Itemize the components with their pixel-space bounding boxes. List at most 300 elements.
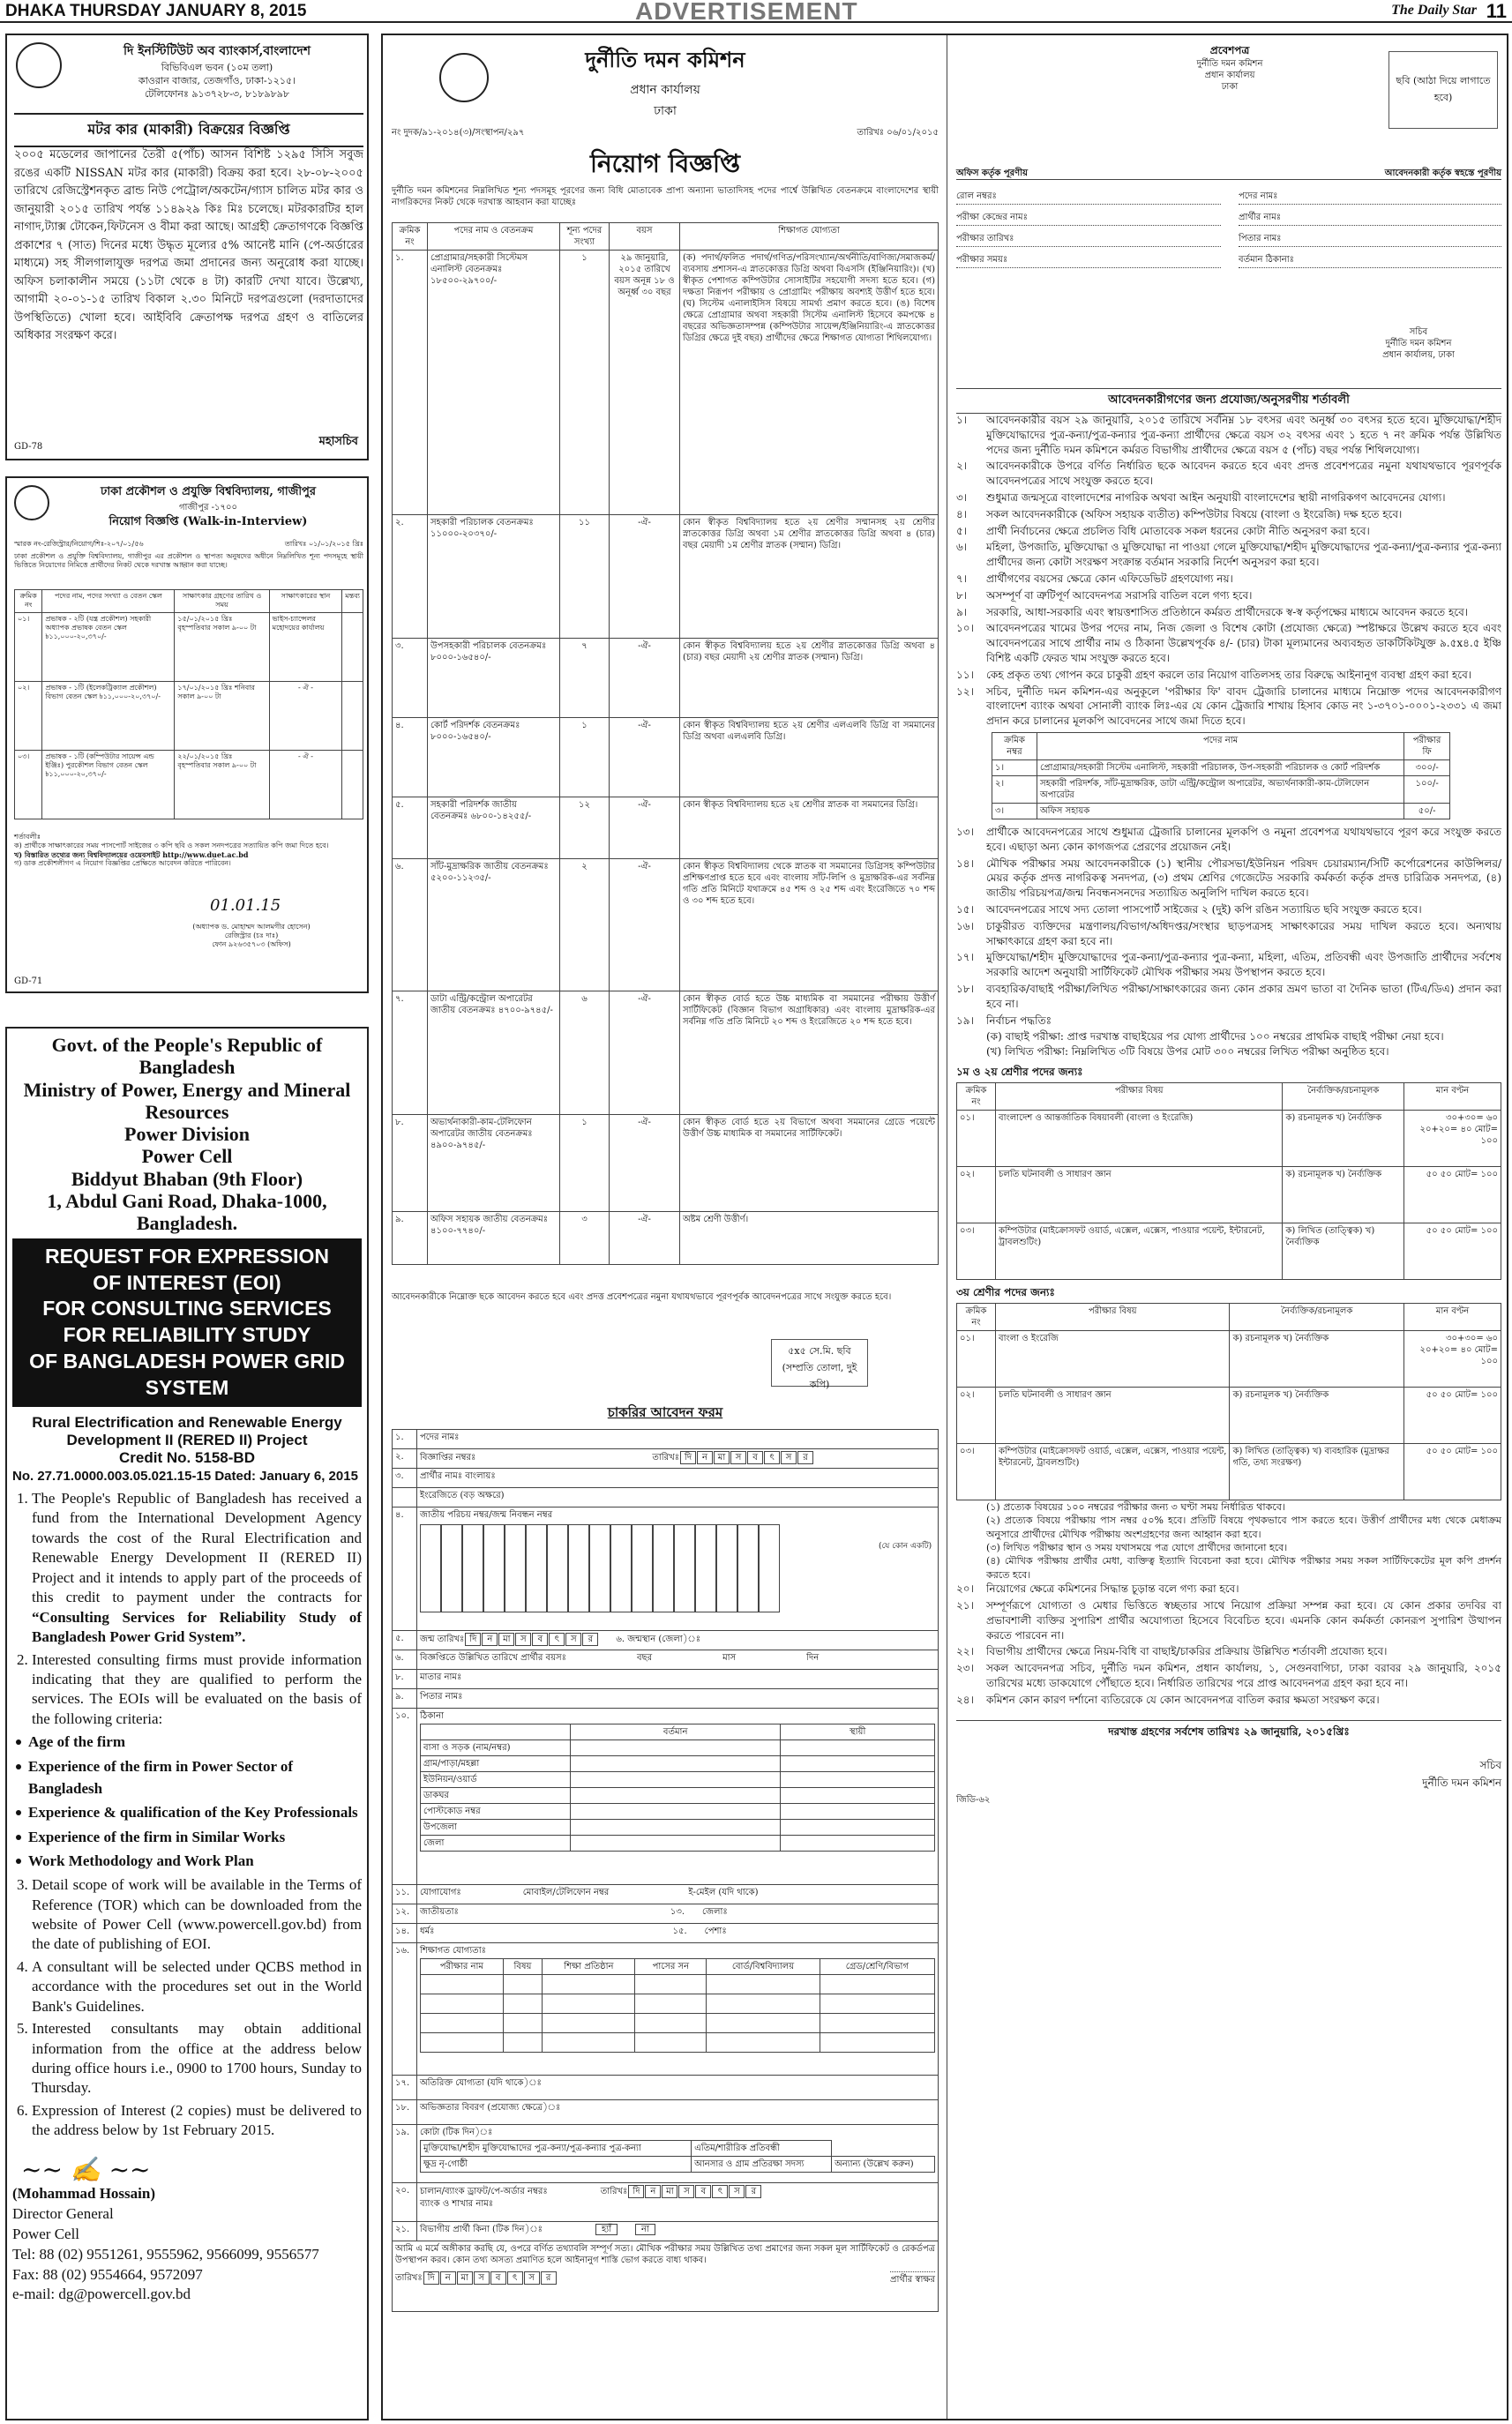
fee-cell: প্রোগ্রামার/সহকারী সিস্টেম এনালিস্ট, সহকারী পরিচালক, উপ-সহকারী পরিচালক ও কোর্ট পরিদর্শক (1037, 759, 1403, 775)
form-row (393, 1885, 939, 1904)
post-cell: ৫. (393, 797, 428, 859)
form-field[interactable] (417, 1689, 939, 1709)
exam-cell: ৩০+৩০= ৬০ ২০+২০= ৪০ মোট= ১০০ (1404, 1110, 1501, 1166)
condition-item (956, 605, 1501, 620)
date-box[interactable]: স (515, 1633, 531, 1646)
address-label: ডাকঘর (421, 1788, 571, 1804)
duet-code: GD-71 (14, 976, 43, 986)
pc-criterion: Experience of the firm in Power Sector of Bangladesh (28, 1756, 362, 1799)
exam-group-title: ৩য় শ্রেণীর পদের জন্যঃ (956, 1285, 1055, 1298)
date-box[interactable]: ৎ (764, 1451, 780, 1464)
form-field[interactable] (417, 1885, 939, 1904)
form-num: ১. (393, 1430, 417, 1449)
acc-col: শিক্ষাগত যোগ্যতা (680, 223, 939, 251)
exam-cell: বাংলাদেশ ও আন্তর্জাতিক বিষয়াবলী (বাংলা ও ইংরেজি) (996, 1110, 1283, 1166)
date-box[interactable]: ন (440, 2271, 456, 2285)
address-row[interactable] (421, 1772, 935, 1788)
address-row[interactable] (421, 1804, 935, 1820)
nid-box[interactable] (483, 1524, 505, 1612)
condition-item (956, 950, 1501, 980)
address-row[interactable] (421, 1756, 935, 1772)
condition-text: বিভাগীয় প্রার্থীদের ক্ষেত্রে নিয়ম-বিধি বা বাছাই/চাকরির প্রক্রিয়ায় উল্লিখিত শর্তাবলী প্রযোজ্য হবে। (986, 1645, 1388, 1658)
form-field[interactable] (417, 1449, 939, 1469)
condition-text: অসম্পূর্ণ বা ত্রুটিপূর্ণ আবেদনপত্র সরাসরি বাতিল বলে গণ্য হবে। (986, 588, 1253, 602)
yes-box[interactable]: হ্যাঁ (595, 2224, 618, 2235)
admit-sec: সচিব (1409, 327, 1428, 337)
form-label: বিজ্ঞাপ্তির নম্বরঃ (420, 1453, 476, 1463)
condition-text: আবেদনপত্রের খামের উপর পদের নাম, নিজ জেলা ও বিশেষ কোটা (প্রযোজ্য ক্ষেত্রে) স্পষ্টাক্ষরে উল্লেখ করতে হবে এবং আবেদনপত্রের সাথে প্রার্থীর নাম ও ঠিকানা উল্লেখপূর্বক ৪/- (চার) টাকা মূল্যমানের অব্যবহৃত ডাকটিকিটযুক্ত ৯.৫x৪.৫ ইঞ্চি বিশিষ্ট একটি ফেরত খাম সংযুক্ত করতে হবে। (986, 622, 1501, 664)
fee-cell: অফিস সহায়ক (1037, 803, 1403, 819)
post-cell: ১ (560, 251, 610, 515)
pc-address: 1, Abdul Gani Road, Dhaka-1000, Bangladesh. (47, 1190, 327, 1235)
form-row (393, 2100, 939, 2125)
pc-para-3: 3. Detail scope of work will be available in the Terms of Reference (TOR) which can be downloaded from the website of Power Cell (www.powercell.gov.bd) from the date of publishing of EOI. (32, 1875, 362, 1955)
date-box[interactable]: স (729, 2185, 745, 2198)
date-box[interactable]: স (730, 1451, 746, 1464)
duet-logo-icon (14, 485, 49, 520)
condition-num: ৭। (956, 572, 968, 585)
exam-cell: ০২। (957, 1387, 996, 1443)
date-box[interactable]: র (745, 2185, 761, 2198)
duet-table (14, 589, 363, 819)
nid-box[interactable] (589, 1524, 610, 1612)
form-field[interactable] (417, 2222, 939, 2241)
condition-text: নিয়োগের ক্ষেত্রে কমিশনের সিদ্ধান্ত চূড়ান্ত বলে গণ্য করা হবে। (986, 1582, 1239, 1596)
duet-cell: - ঐ - (269, 681, 342, 750)
form-field[interactable] (417, 1631, 939, 1650)
pc-bhaban: Biddyut Bhaban (9th Floor) (71, 1167, 303, 1190)
condition-text: মহিলা, উপজাতি, মুক্তিযোদ্ধা ও মুক্তিযোদ্ধা না পাওয়া গেলে মুক্তিযোদ্ধা/শহীদ মুক্তিযোদ্ধাদের পুত্র-কন্যা/পুত্র-কন্যার পুত্র-কন্যা প্রার্থীদের জন্য কোটা সংরক্ষণ সংক্রান্ত বর্তমান সরকারি নির্দেশ অনুসরণ করা হবে। (986, 541, 1501, 569)
eoi-line: FOR RELIABILITY STUDY (63, 1323, 311, 1347)
pc-email: e-mail: dg@powercell.gov.bd (12, 2286, 191, 2303)
post-row (393, 639, 939, 718)
fee-cell: ১০০/- (1404, 775, 1450, 803)
form-date-label: তারিখঃ (652, 1453, 680, 1463)
fee-row (992, 759, 1450, 775)
address-label: গ্রাম/পাড়া/মহল্লা (421, 1756, 571, 1772)
date-box[interactable]: মা (498, 1633, 514, 1646)
quota-option[interactable]: ক্ষুদ্র নৃ-গোষ্ঠী (421, 2157, 692, 2173)
pc-criterion: Experience of the firm in Similar Works (28, 1827, 362, 1849)
form-num: ১৭. (393, 2076, 417, 2100)
acc-left-column (383, 35, 947, 2420)
form-label: পিতার নামঃ (420, 1692, 463, 1702)
form-row (393, 1469, 939, 1488)
nid-box[interactable] (759, 1524, 780, 1612)
fee-cell: সহকারী পরিদর্শক, সাঁট-মুদ্রাক্ষরিক, ডাটা এন্ট্রি/কন্ট্রোল অপারেটর, অভ্যর্থনাকারী-কাম-টেলিফোন অপারেটর (1037, 775, 1403, 803)
form-label: যোগাযোগঃ (420, 1888, 461, 1897)
form-num: ৩. (393, 1469, 417, 1488)
pc-criterion: Experience & qualification of the Key Professionals (28, 1802, 362, 1824)
pc-para-5: 5. Interested consultants may obtain additional information from the office at the address below during office hours i.e., 0900 to 1700 hours, Sunday to Thursday. (32, 2019, 362, 2099)
duet-cell (342, 681, 363, 750)
address-label: জেলা (421, 1836, 571, 1852)
condition-num: ২৩। (956, 1662, 974, 1675)
condition-text: নির্বাচন পদ্ধতিঃ (986, 1014, 1052, 1027)
nid-box[interactable] (674, 1524, 695, 1612)
duet-note: গ) ডাক প্রকৌশলীগণ এ নিয়োগ বিজ্ঞপ্তির প্রেক্ষিতে আবেদন করিতে পারিবেন। (14, 859, 231, 867)
duet-signature: 01.01.15 (210, 896, 281, 915)
address-row[interactable] (421, 1788, 935, 1804)
acc-col: ক্রমিক নং (393, 223, 428, 251)
form-table (392, 1429, 939, 2312)
eoi-line: OF INTEREST (EOI) (93, 1270, 281, 1294)
form-field[interactable] (417, 2076, 939, 2100)
admit-field[interactable] (1239, 191, 1501, 205)
ibb-title: দি ইনস্টিটিউট অব ব্যাংকার্স,বাংলাদেশ (124, 44, 311, 58)
admit-field[interactable] (956, 233, 1221, 247)
selection-step: (খ) লিখিত পরীক্ষা: নিম্নলিখিত ৩টি বিষয়ে উপর মোট ৩০০ নম্বরের লিখিত পরীক্ষা অনুষ্ঠিত হবে। (986, 1045, 1389, 1059)
pc-para-1-bold: “Consulting Services for Reliability Study of Bangladesh Power Grid System”. (32, 1608, 362, 1646)
condition-text: কেহ প্রকৃত তথ্য গোপন করে চাকুরী গ্রহণ করলে তার নিয়োগ বাতিলসহ তার বিরুদ্ধে আইনানুগ ব্যবস্থা গ্রহণ করা হবে। (986, 668, 1472, 681)
post-cell: কোন স্বীকৃত বোর্ড হতে ২য় বিভাগে অথবা সমমানের গ্রেডে পয়েন্টে উত্তীর্ণ উচ্চ মাধ্যমিক বা সমমানের সার্টিফিকেট। (680, 1115, 939, 1212)
form-field[interactable] (417, 2100, 939, 2125)
form-num: ৪. (393, 1508, 417, 1631)
post-cell: অভ্যর্থনাকারী-কাম-টেলিফোন অপারেটর জাতীয় বেতনক্রমঃ ৪৯০০-৯৭৪৫/- (428, 1115, 560, 1212)
acc-title: দুর্নীতি দমন কমিশন (585, 47, 745, 72)
address-row[interactable] (421, 1820, 935, 1836)
form-field[interactable] (417, 1943, 939, 2076)
form-label: জন্ম তারিখঃ (420, 1635, 465, 1644)
exam-table (956, 1082, 1501, 1280)
date-box[interactable]: মা (714, 1451, 730, 1464)
post-cell: ৩ (560, 1212, 610, 1265)
post-cell: ৬. (393, 859, 428, 991)
date-box[interactable]: ন (482, 1633, 498, 1646)
post-cell: ১১ (560, 515, 610, 639)
nid-box[interactable] (547, 1524, 568, 1612)
condition-num: ১৯। (956, 1014, 974, 1027)
form-row (393, 1943, 939, 2076)
date-box[interactable]: দি (423, 2271, 439, 2285)
cond-title: আবেদনকারীগণের জন্য প্রযোজ্য/অনুসরণীয় শর্তাবলী (956, 388, 1501, 414)
post-cell: ২ (560, 859, 610, 991)
pc-ref-no: No. 27.71.0000.003.05.021.15-15 Dated: January 6, 2015 (12, 1469, 358, 1485)
nid-box[interactable] (632, 1524, 653, 1612)
acc-logo-icon (439, 53, 489, 102)
education-row[interactable] (421, 1975, 935, 1994)
admit-label: পদের নামঃ (1239, 191, 1278, 201)
form-date-label: তারিখঃ (600, 2187, 628, 2196)
date-box[interactable]: ন (645, 2185, 661, 2198)
eoi-banner (12, 1238, 362, 1407)
date-box[interactable]: স (524, 2271, 540, 2285)
signature-label: প্রার্থীর স্বাক্ষর (890, 2271, 935, 2286)
form-field[interactable] (417, 1904, 939, 1924)
fee-cell: ৩০০/- (1404, 759, 1450, 775)
education-col: বিষয় (503, 1959, 543, 1975)
date-box[interactable]: ৎ (549, 1633, 565, 1646)
condition-num: ২২। (956, 1645, 974, 1658)
nid-box[interactable] (420, 1524, 441, 1612)
condition-text: সচিব, দুর্নীতি দমন কমিশন-এর অনুকূলে 'পরীক্ষার ফি' বাবদ ট্রেজারি চালানের মাধ্যমে নিম্নোক্ত পদের আবেদনকারীগণ বাংলাদেশ ব্যাংক অথবা সোনালী ব্যাংক লিঃ-এর যে কোন ট্রেজারি শাখায় হিসাব কোড নং ১-৩৭০১-০০০১-২৩৩১ এ জমা প্রদান করে চালানের মূলকপি আবেদনের সাথে জমা দিতে হবে। (986, 685, 1501, 728)
quota-option[interactable]: এতিম/শারীরিক প্রতিবন্ধী (692, 2141, 832, 2157)
form-field[interactable] (417, 1650, 939, 1670)
date-box[interactable]: দি (680, 1451, 696, 1464)
date-box[interactable]: ব (490, 2271, 506, 2285)
exam-row (957, 1223, 1501, 1279)
condition-num: ৩। (956, 490, 968, 504)
date-box[interactable]: ৎ (507, 2271, 523, 2285)
form-label: প্রার্থীর নামঃ বাংলায়ঃ (420, 1471, 496, 1481)
form-field[interactable] (417, 2183, 939, 2222)
duet-signer: (অধ্যাপক ড. মোহাম্মদ আলমগীর হোসেন) (192, 923, 311, 931)
date-box[interactable]: দি (628, 2185, 644, 2198)
quota-option[interactable]: অন্যান্য (উল্লেখ করুন) (832, 2157, 935, 2173)
date-box[interactable]: মা (457, 2271, 473, 2285)
date-box[interactable]: মা (662, 2185, 677, 2198)
form-label: বিজ্ঞপ্তিতে উল্লিখিত তারিখে প্রার্থীর বয়সঃ (420, 1653, 566, 1663)
nid-box[interactable] (505, 1524, 526, 1612)
admit-field[interactable] (956, 191, 1221, 205)
duet-col: পদের নাম, পদের সংখ্যা ও বেতন স্কেল (42, 590, 175, 613)
condition-item (956, 919, 1501, 949)
date-box[interactable]: ব (747, 1451, 763, 1464)
education-row[interactable] (421, 2033, 935, 2053)
form-field[interactable] (417, 2125, 939, 2183)
exam-cell: ৩০+৩০= ৬০ ২০+২০= ৪০ মোট= ১০০ (1404, 1330, 1501, 1387)
education-col: পাসের সন (635, 1959, 707, 1975)
education-col: বোর্ড/বিশ্ববিদ্যালয় (707, 1959, 820, 1975)
ibb-line: বিভিবিএল ভবন (১০ম তলা) (161, 62, 273, 73)
duet-cell: - ঐ - (269, 750, 342, 819)
duet-note: ক) প্রার্থীকে সাক্ষাৎকারের সময় পাসপোর্ট সাইজের ৩ কপি ছবি ও সকল সনদপত্রের সত্যায়িত কপি জমা দিতে হবে। (14, 842, 329, 849)
prof-no: ১৫. (672, 1926, 687, 1936)
fee-col: ক্রমিক নম্বর (992, 732, 1037, 759)
exam-cell: ৫০ ৫০ মোট= ১০০ (1404, 1387, 1501, 1443)
exam-cell: চলতি ঘটনাবলী ও সাধারণ জ্ঞান (996, 1166, 1283, 1223)
education-col: গ্রেড/শ্রেণি/বিভাগ (820, 1959, 934, 1975)
condition-num: ৮। (956, 588, 968, 602)
condition-num: ১১। (956, 668, 974, 681)
nid-box[interactable] (568, 1524, 589, 1612)
post-cell: কোন স্বীকৃত বোর্ড হতে উচ্চ মাধ্যমিক বা সমমানের পরীক্ষায় উত্তীর্ণ সার্টিফিকেট (বিজ্ঞান বিভাগ অগ্রাধিকার) এবং বাংলায় মুদ্রাক্ষরিক-এর সর্বনিম্ন গতি প্রতি মিনিটে ২০ শব্দ ও ইংরেজিতে ২০ শব্দ হতে হবে। (680, 991, 939, 1115)
declaration-row (393, 2241, 939, 2312)
pc-ministry: Ministry of Power, Energy and Mineral Resources (23, 1078, 351, 1123)
admit-right (1239, 191, 1501, 275)
pc-signature-icon: ~~ ✍ ~~ (21, 2154, 151, 2184)
form-field[interactable] (417, 1924, 939, 1943)
date-box[interactable]: স (565, 1633, 581, 1646)
form-num: ২. (393, 1449, 417, 1469)
form-field[interactable] (417, 1430, 939, 1449)
condition-num: ১২। (956, 685, 974, 698)
post-cell: সহকারী পরিদর্শক জাতীয় বেতনক্রমঃ ৬৮০০-১৪২৫৫/- (428, 797, 560, 859)
date-box[interactable]: ৎ (712, 2185, 728, 2198)
duet-ad (5, 476, 369, 993)
form-num: ২০. (393, 2183, 417, 2222)
post-cell: ২. (393, 515, 428, 639)
form-field[interactable] (417, 1488, 939, 1508)
ibb-line: টেলিফোনঃ ৯১৩৭২৮-৩, ৮১৮৯৮৯৮ (144, 87, 290, 100)
form-num: ১৮. (393, 2100, 417, 2125)
condition-item (956, 1693, 1501, 1708)
acc-date: তারিখঃ ০৬/০১/২০১৫ (857, 128, 939, 138)
condition-text: সম্পূর্ণরূপে যোগ্যতা ও মেধার ভিত্তিতে স্বচ্ছতার সাথে নিয়োগ প্রক্রিয়া সম্পন্ন করা হবে। যে কোন প্রকার তদবির বা প্রভাবশালী ব্যক্তির সুপারিশ প্রার্থীর অযোগ্যতা হিসেবে বিবেচিত হবে। এমনকি কোন কর্মকর্তা কোনরূপ সুপারিশ উত্থাপন করতে পারবেন না। (986, 1599, 1501, 1642)
duet-cell: ১৫/০১/২০১৫ খ্রিঃ বৃহস্পতিবার সকাল ৯-০০ টা (175, 612, 269, 681)
exam-row (957, 1443, 1501, 1500)
duet-cell: প্রভাষক - ২টি (যন্ত্র প্রকৌশল) সহকারী অধ্যাপক প্রভাষক বেতন স্কেল ৳১১,০০০-২০,৩৭০/- (42, 612, 175, 681)
post-row (393, 991, 939, 1115)
condition-item (956, 902, 1501, 917)
form-label: অতিরিক্ত যোগ্যতা (যদি থাকে)ঃ (420, 2078, 542, 2088)
age-yr: বছর (636, 1653, 653, 1663)
condition-item (956, 1598, 1501, 1642)
date-box[interactable]: দি (465, 1633, 481, 1646)
post-cell: ১ (560, 718, 610, 797)
no-box[interactable]: না (635, 2224, 655, 2235)
nid-box[interactable] (441, 1524, 462, 1612)
nid-box[interactable] (653, 1524, 674, 1612)
post-cell: সহকারী পরিচালক বেতনক্রমঃ ১১০০০-২০৩৭০/- (428, 515, 560, 639)
profession-label: পেশাঃ (704, 1926, 727, 1936)
nid-box[interactable] (716, 1524, 737, 1612)
form-label: বিভাগীয় প্রার্থী কিনা (টিক দিন)ঃ (420, 2225, 543, 2234)
exam-cell: ০১। (957, 1110, 996, 1166)
exam-group-title: ১ম ও ২য় শ্রেণীর পদের জন্যঃ (956, 1065, 1083, 1078)
admit-field[interactable] (1239, 212, 1501, 226)
duet-note: শর্তাবলীঃ (14, 833, 41, 841)
condition-num: ১৭। (956, 951, 974, 964)
admit-field[interactable] (1239, 233, 1501, 247)
exam-col: মান বণ্টন (1404, 1082, 1501, 1110)
post-cell: -ঐ- (610, 515, 680, 639)
condition-item (956, 524, 1501, 539)
post-row (393, 1115, 939, 1212)
ibb-line: কাওরান বাজার, তেজগাঁও, ঢাকা-১২১৫। (138, 74, 296, 86)
date-box[interactable]: র (582, 1633, 598, 1646)
post-row (393, 251, 939, 515)
exam-col: পরীক্ষার বিষয় (996, 1082, 1283, 1110)
duet-memo: স্মারক নং-রেজিস্ট্রার/নিয়োগ/শিঃ-২০৭/০১/৫৬ (14, 540, 144, 548)
exam-cell: কম্পিউটার (মাইক্রোসফট ওয়ার্ড, এক্সেল, এক্সেস, পাওয়ার পয়েন্ট, ইন্টারনেট, ট্রাবলশুটিং) (996, 1223, 1283, 1279)
duet-cell (342, 612, 363, 681)
post-cell: ৭. (393, 991, 428, 1115)
pc-para-1 (32, 1489, 362, 1648)
duet-note: খ) বিস্তারিত তথ্যের জন্য বিশ্ববিদ্যালয়ের ওয়েবসাইট http://www.duet.ac.bd (14, 850, 249, 859)
form-num: ১২. (393, 1904, 417, 1924)
post-cell: ডাটা এন্ট্রি/কন্ট্রোল অপারেটর জাতীয় বেতনক্রমঃ ৪৭০০-৯৭৪৫/- (428, 991, 560, 1115)
date-box[interactable]: স (781, 1451, 797, 1464)
page-number: 11 (1486, 0, 1507, 22)
post-cell: অফিস সহায়ক জাতীয় বেতনক্রমঃ ৪১০০-৭৭৪০/- (428, 1212, 560, 1265)
admit-field[interactable] (956, 212, 1221, 226)
ibb-body: ২০০৫ মডেলের জাপানের তৈরী ৫(পাঁচ) আসন বিশিষ্ট ১২৯৫ সিসি সবুজ রঙের একটি NISSAN মটর কার (মাকারী) বিক্রয় করা হবে। ২৮-০৮-২০০৫ তারিখে রেজিস্ট্রেশনকৃত ব্রান্ড নিউ পেট্রোল/অকটেন/গ্যাস চালিত মটর কার ও জানুয়ারী ২০১৫ তারিখ পর্যন্ত ১১৪৯২৯ কিঃ মিঃ চলেছে। মটরকারটির হাল নাগাদ,ট্যাক্স টোকেন,ফিটনেস ও বীমা করা আছে। আগ্রহী ক্রেতাগণকে বিজ্ঞপ্তি প্রকাশের ৭ (সাত) দিনের মধ্যে উদ্ধৃত মূল্যের ৫% আনেষ্ট মানি (পে-অর্ডারের মাধ্যমে) সহ সীলগালাযুক্ত দরপত্র জমা প্রদানের জন্য অনুরোধ করা যাচ্ছে। অফিস চলাকালীন সময়ে (১১টা থেকে ৪ টা) কারটি দেখা যাবে। উল্লেখ্য, আগামী ২০-০১-১৫ তারিখ বিকাল ২.৩০ মিনিটে দরপত্রগুলো (দরদাতাদের উপস্থিতিতে) খোলা হবে। আইবিবি ক্রেতাপক্ষ দরপত্র গ্রহণ ও বাতিলের অধিকার সংরক্ষণ করে। (14, 148, 363, 343)
pc-para-2: 2. Interested consulting firms must provide information indicating that they are qualified to perform the services. The EOIs will be evaluated on the basis of the following criteria: (32, 1650, 362, 1730)
date-box[interactable]: ব (695, 2185, 711, 2198)
declaration-date[interactable] (395, 2271, 557, 2286)
post-cell: ৯. (393, 1212, 428, 1265)
date-box[interactable]: ব (532, 1633, 548, 1646)
age-dy: দিন (806, 1653, 820, 1663)
admit-label: বর্তমান ঠিকানাঃ (1239, 255, 1294, 265)
condition-item (956, 1014, 1501, 1029)
quota-option[interactable]: আনসার ও গ্রাম প্রতিরক্ষা সদস্য (692, 2157, 832, 2173)
acc-col: বয়স (610, 223, 680, 251)
form-field[interactable] (417, 1508, 939, 1631)
education-row[interactable] (421, 1994, 935, 2014)
pc-criterion: Work Methodology and Work Plan (28, 1851, 362, 1873)
admit-field[interactable] (956, 254, 1221, 268)
condition-text: প্রার্থী নির্বাচনের ক্ষেত্রে প্রচলিত বিধি মোতাবেক সকল ধরনের কোটা নীতি অনুসরণ করা হবে। (986, 524, 1370, 537)
pc-para-6: 6. Expression of Interest (2 copies) must be delivered to the address below by 1st February 2015. (32, 2101, 362, 2141)
date-box[interactable]: র (541, 2271, 557, 2285)
condition-item (956, 1644, 1501, 1659)
admit-app-fill: আবেদনকারী কর্তৃক স্বহস্তে পূরণীয় (1384, 168, 1501, 178)
form-label: পদের নামঃ (420, 1433, 460, 1442)
post-cell: কোন স্বীকৃত বিশ্ববিদ্যালয় হতে ২য় শ্রেণীর সম্মানসহ ২য় শ্রেণীর স্নাতকোত্তর ডিগ্রি অথবা ১ম শ্রেণীর স্নাতকোত্তর ডিগ্রি অথবা ৪ (চার) বছর মেয়াদী ১ম শ্রেণীর স্নাতক (সম্মান) ডিগ্রি। (680, 515, 939, 639)
date-box[interactable]: র (797, 1451, 813, 1464)
duet-cell: ১৭/০১/২০১৫ খ্রিঃ শনিবার সকাল ৯-০০ টা (175, 681, 269, 750)
form-label: ঠিকানা (420, 1711, 444, 1721)
condition-item (956, 588, 1501, 603)
post-cell: -ঐ- (610, 639, 680, 718)
address-row[interactable] (421, 1740, 935, 1756)
duet-intro: ঢাকা প্রকৌশল ও প্রযুক্তি বিশ্ববিদ্যালয়, গাজীপুর এর প্রকৌশল ও স্থাপত্য অনুষদের অধীনে নিম্নলিখিত শূন্য পদসমূহে স্থায়ী ভিত্তিতে নিয়োগের নিমিত্তে প্রার্থীদের নিকট থেকে দরখাস্ত আহ্বান করা যাচ্ছে। (14, 552, 363, 569)
acc-col: শূন্য পদের সংখ্যা (560, 223, 610, 251)
nid-box[interactable] (695, 1524, 716, 1612)
condition-item (956, 982, 1501, 1012)
condition-num: ১০। (956, 622, 974, 635)
form-row (393, 1449, 939, 1469)
post-cell: -ঐ- (610, 797, 680, 859)
nid-box[interactable] (610, 1524, 632, 1612)
condition-text: প্রার্থীগণের বয়সের ক্ষেত্রে কোন এফিডেভিট গ্রহণযোগ্য নয়। (986, 572, 1233, 585)
date-box[interactable]: ন (697, 1451, 713, 1464)
post-cell: -ঐ- (610, 1115, 680, 1212)
quota-option[interactable]: মুক্তিযোদ্ধা/শহীদ মুক্তিযোদ্ধাদের পুত্র-কন্যা/পুত্র-কন্যার পুত্র-কন্যা (421, 2141, 692, 2157)
acc-ad (381, 34, 1508, 2420)
nid-box[interactable] (462, 1524, 483, 1612)
nid-box[interactable] (526, 1524, 547, 1612)
address-row[interactable] (421, 1836, 935, 1852)
admit-label: পিতার নামঃ (1239, 234, 1282, 243)
nid-boxes[interactable] (420, 1524, 935, 1612)
condition-num: ৫। (956, 524, 968, 537)
nid-box[interactable] (737, 1524, 759, 1612)
form-row (393, 1508, 939, 1631)
form-num: ২১. (393, 2222, 417, 2241)
exam-row (957, 1330, 1501, 1387)
ibb-signer: মহাসচিব (318, 435, 358, 448)
ibb-ad (5, 34, 369, 460)
form-field[interactable] (417, 1709, 939, 1885)
duet-phone: ফোন ৯২৬৩৫৭০৩ (অফিস) (212, 940, 291, 948)
form-field[interactable] (417, 1670, 939, 1689)
form-label: ইংরেজিতে (বড় অক্ষরে) (420, 1491, 505, 1500)
condition-text: সকল আবেদনপত্র সচিব, দুর্নীতি দমন কমিশন, প্রধান কার্যালয়, ১, সেগুনবাগিচা, ঢাকা বরাবর ২৯ জানুয়ারি, ২০১৫ তারিখের মধ্যে ডাকযোগে পৌঁছাতে হবে। নির্ধারিত তারিখের পরে প্রাপ্ত আবেদনপত্র গ্রহণ করা হবে না। (986, 1662, 1501, 1690)
condition-item (956, 490, 1501, 505)
post-cell: -ঐ- (610, 991, 680, 1115)
acc-memo: নং দুদক/৯১-২০১৪(৩)/সংস্থাপন/২৯৭ (392, 128, 525, 138)
education-row[interactable] (421, 2014, 935, 2033)
date-box[interactable]: স (678, 2185, 694, 2198)
condition-item (956, 1582, 1501, 1597)
form-field[interactable] (417, 1469, 939, 1488)
duet-date: তারিখঃ ০১/০১/২০১৫ খ্রিঃ (284, 540, 363, 548)
power-cell-ad (5, 1027, 369, 2420)
acc-right-column (947, 35, 1508, 2420)
admit-field[interactable] (1239, 254, 1501, 268)
post-cell: ২৯ জানুয়ারি, ২০১৫ তারিখে বয়স অনূন্ন ১৮ ও অনূর্ধ্ব ৩০ বছর (610, 251, 680, 515)
form-row (393, 1430, 939, 1449)
form-num: ১৬. (393, 1943, 417, 2076)
form-label: জাতীয় পরিচয় নম্বর/জন্ম নিবন্ধন নম্বর (420, 1510, 553, 1520)
post-row (393, 515, 939, 639)
acc-posts-table-wrap (392, 222, 939, 1265)
date-box[interactable]: স (474, 2271, 490, 2285)
pc-tel: Tel: 88 (02) 9551261, 9555962, 9566099, 9556577 (12, 2245, 319, 2263)
